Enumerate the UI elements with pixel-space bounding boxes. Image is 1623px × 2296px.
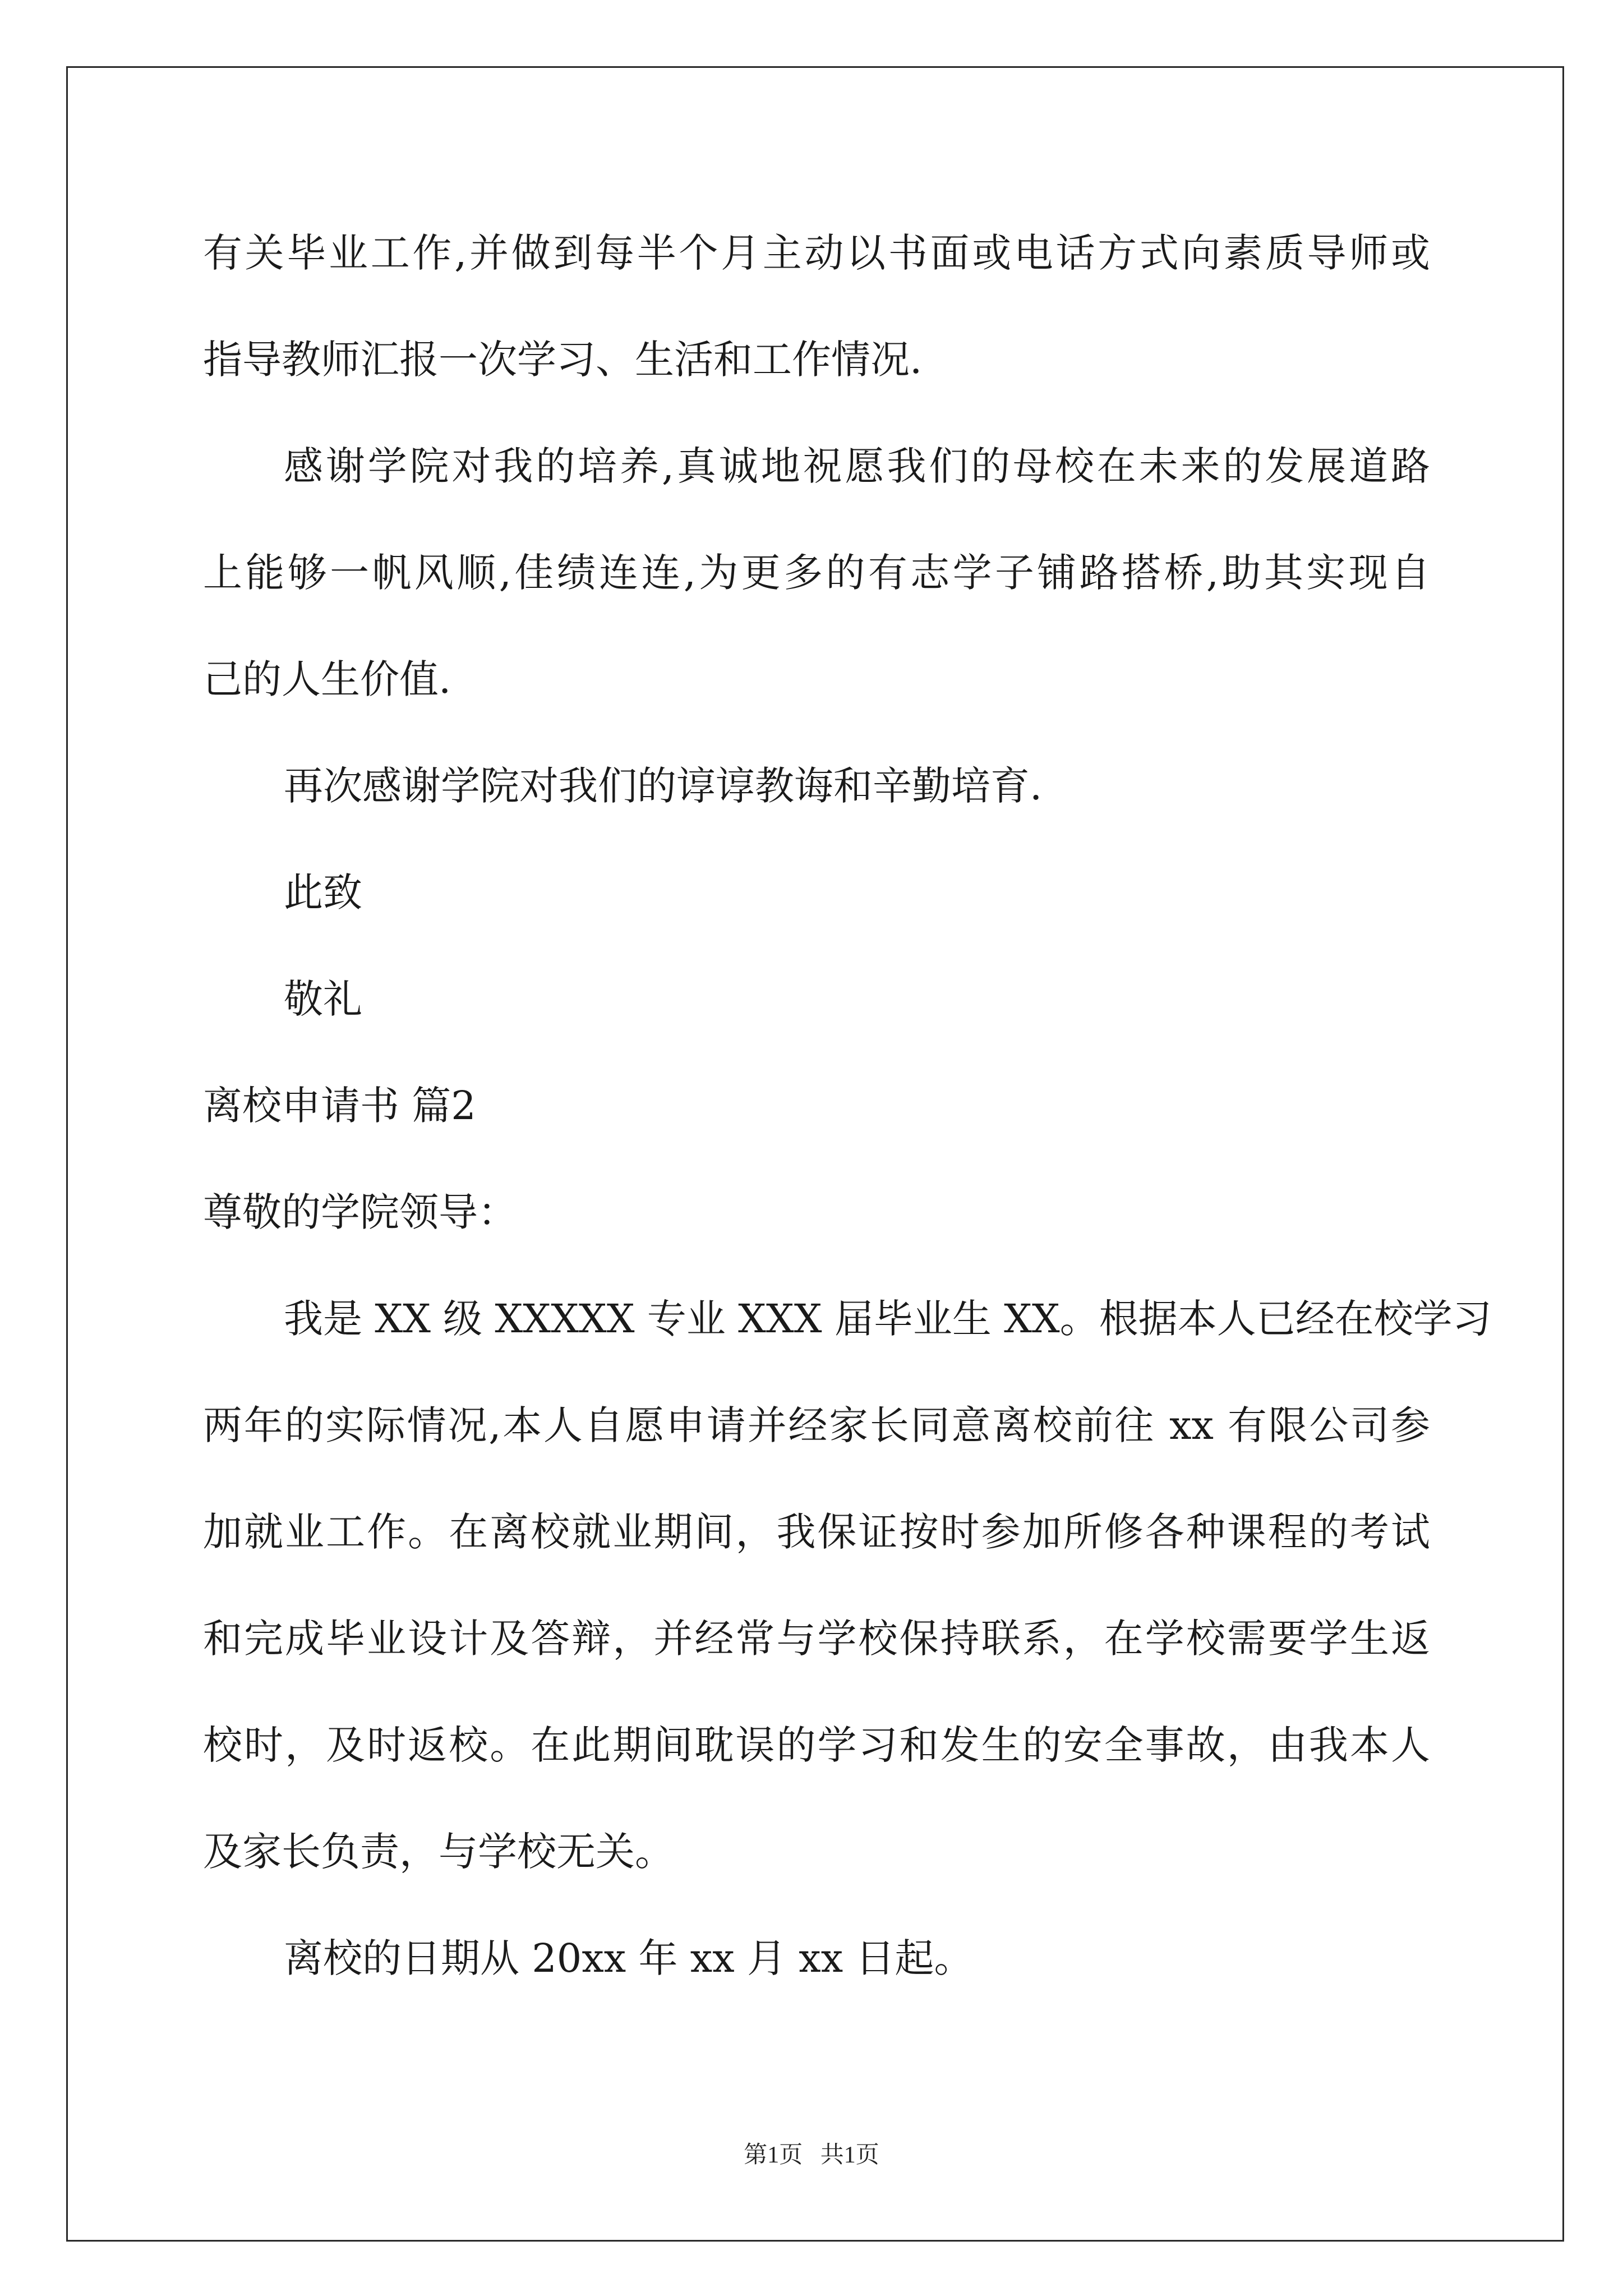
body-text-line: 校时，及时返校。在此期间耽误的学习和发生的安全事故，由我本人 xyxy=(203,1722,1430,1768)
closing-line: 敬礼 xyxy=(284,976,362,1022)
body-text-line: 有关毕业工作,并做到每半个月主动以书面或电话方式向素质导师或 xyxy=(203,230,1430,276)
body-text-line: 感谢学院对我的培养,真诚地祝愿我们的母校在未来的发展道路 xyxy=(284,443,1430,489)
salutation: 尊敬的学院领导： xyxy=(203,1189,517,1235)
body-text-line: 及家长负责，与学校无关。 xyxy=(203,1829,674,1875)
document-body xyxy=(203,200,1492,2012)
body-text-line: 己的人生价值. xyxy=(203,656,451,702)
closing-line: 此致 xyxy=(284,869,362,915)
body-text-line: 上能够一帆风顺,佳绩连连,为更多的有志学子铺路搭桥,助其实现自 xyxy=(203,550,1430,596)
body-text-line: 加就业工作。在离校就业期间，我保证按时参加所修各种课程的考试 xyxy=(203,1509,1430,1555)
body-text-line: 指导教师汇报一次学习、生活和工作情况. xyxy=(203,337,923,383)
body-text-line: 我是 XX 级 XXXXX 专业 XXX 届毕业生 XX。根据本人已经在校学习 xyxy=(284,1296,1492,1342)
body-text-line: 再次感谢学院对我们的谆谆教诲和辛勤培育. xyxy=(284,763,1043,809)
body-text-line: 两年的实际情况,本人自愿申请并经家长同意离校前往 xx 有限公司参 xyxy=(203,1402,1430,1448)
page-footer: 第1页 共1页 xyxy=(744,2142,879,2168)
body-text-line: 离校的日期从 20xx 年 xx 月 xx 日起。 xyxy=(284,1935,974,1981)
section-heading: 离校申请书 篇2 xyxy=(203,1083,476,1129)
body-text-line: 和完成毕业设计及答辩，并经常与学校保持联系，在学校需要学生返 xyxy=(203,1616,1430,1662)
